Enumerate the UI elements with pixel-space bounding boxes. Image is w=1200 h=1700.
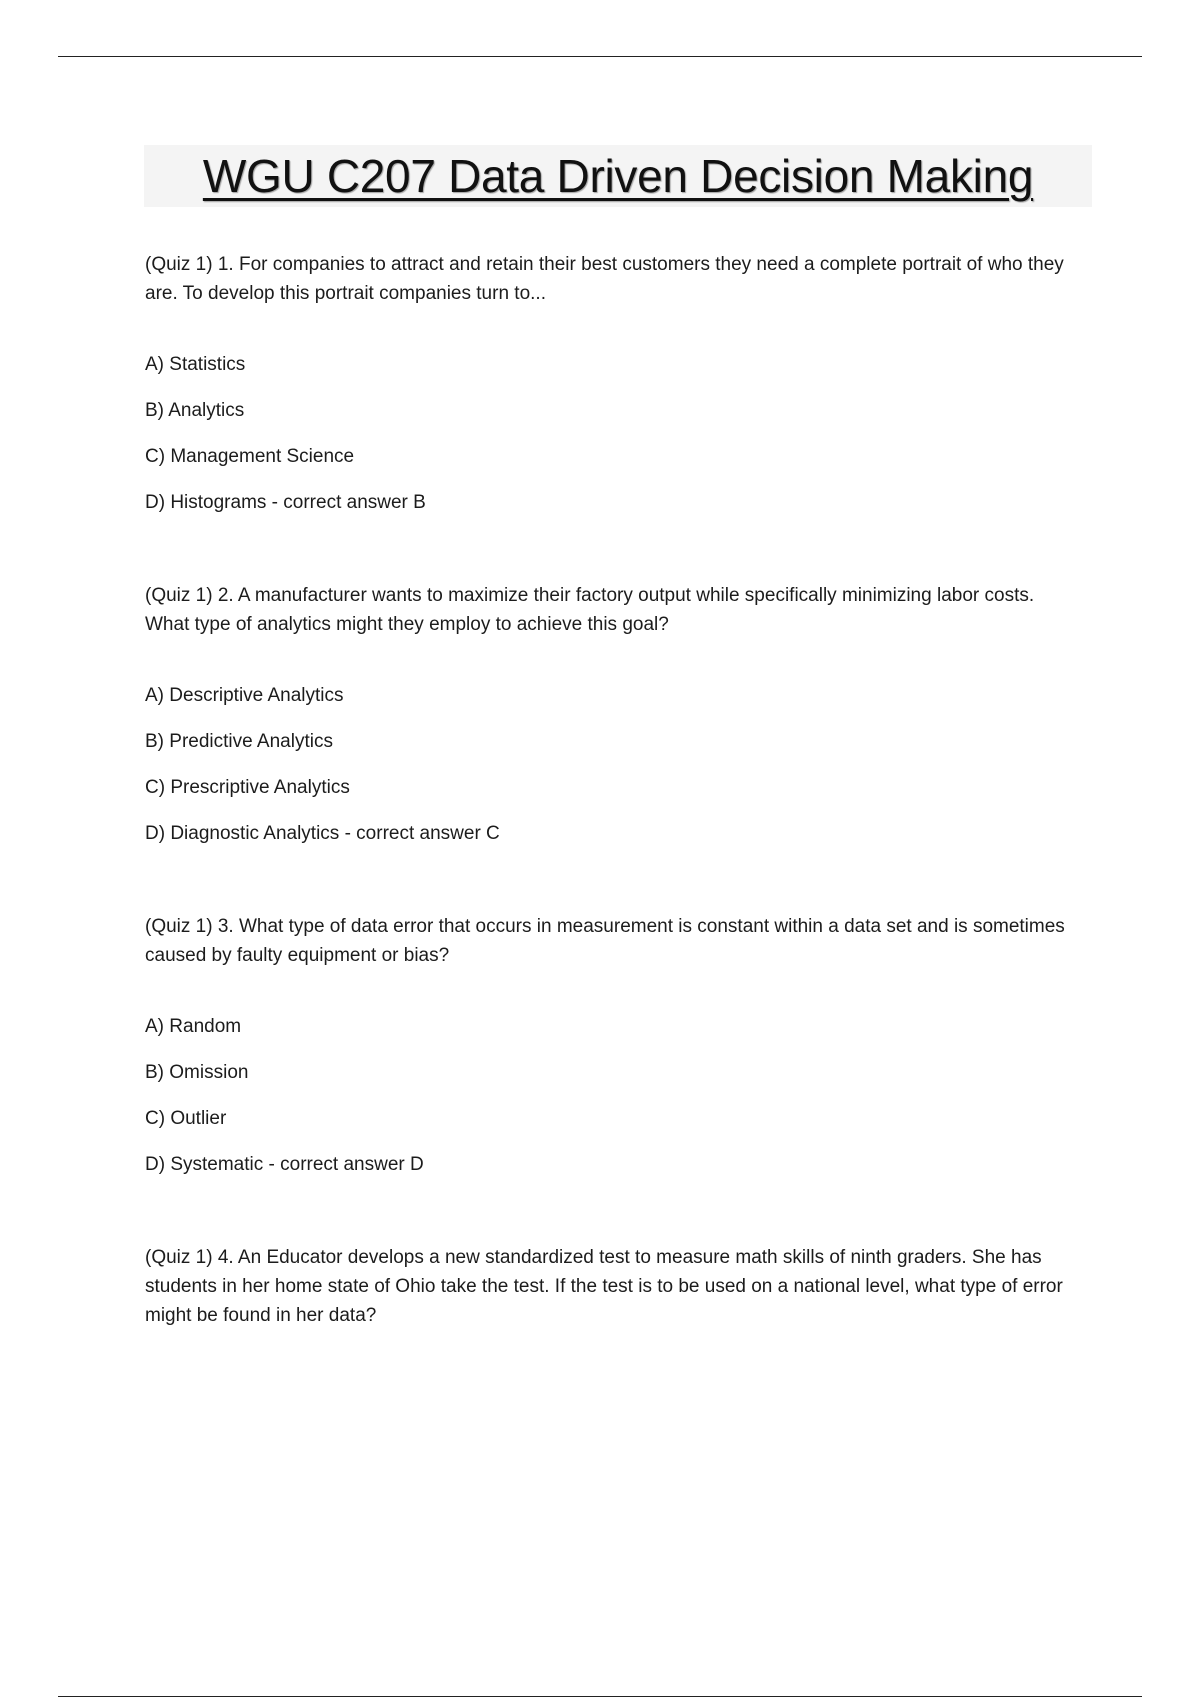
top-rule [58,56,1142,57]
question-text: (Quiz 1) 3. What type of data error that occurs in measurement is constant within a data set and is sometimes caused by faulty equipment or bias? [145,916,1065,966]
answer-choice-d: D) Diagnostic Analytics - correct answer C [145,823,500,844]
document-title: WGU C207 Data Driven Decision Making [202,150,1034,202]
answer-choice-b: B) Predictive Analytics [145,731,333,752]
answer-choice-c: C) Prescriptive Analytics [145,777,350,798]
answer-choice-c: C) Outlier [145,1108,227,1129]
question-text: (Quiz 1) 1. For companies to attract and retain their best customers they need a complete portrait of who they are. To develop this portrait companies turn to... [145,254,1064,304]
question-4 [145,1243,1065,1330]
question-2 [145,581,1065,867]
answer-choice-b: B) Omission [145,1062,249,1083]
answer-choice-c: C) Management Science [145,446,355,467]
answer-choice-b: B) Analytics [145,400,245,421]
bottom-rule [58,1696,1142,1697]
question-text: (Quiz 1) 2. A manufacturer wants to maximize their factory output while specifically minimizing labor costs. What type of analytics might they employ to achieve this goal? [145,585,1035,635]
answer-choice-d: D) Systematic - correct answer D [145,1154,424,1175]
question-1 [145,250,1065,536]
answer-choice-a: A) Statistics [145,354,246,375]
answer-choice-d: D) Histograms - correct answer B [145,492,426,513]
quiz-content [145,250,1065,1375]
answer-choice-a: A) Descriptive Analytics [145,685,344,706]
title-banner [144,145,1092,207]
question-3 [145,912,1065,1198]
question-text: (Quiz 1) 4. An Educator develops a new standardized test to measure math skills of ninth graders. She has students in her home state of Ohio take the test. If the test is to be used on a national level, what type of error might be found in her data? [145,1247,1063,1326]
answer-choice-a: A) Random [145,1016,242,1037]
